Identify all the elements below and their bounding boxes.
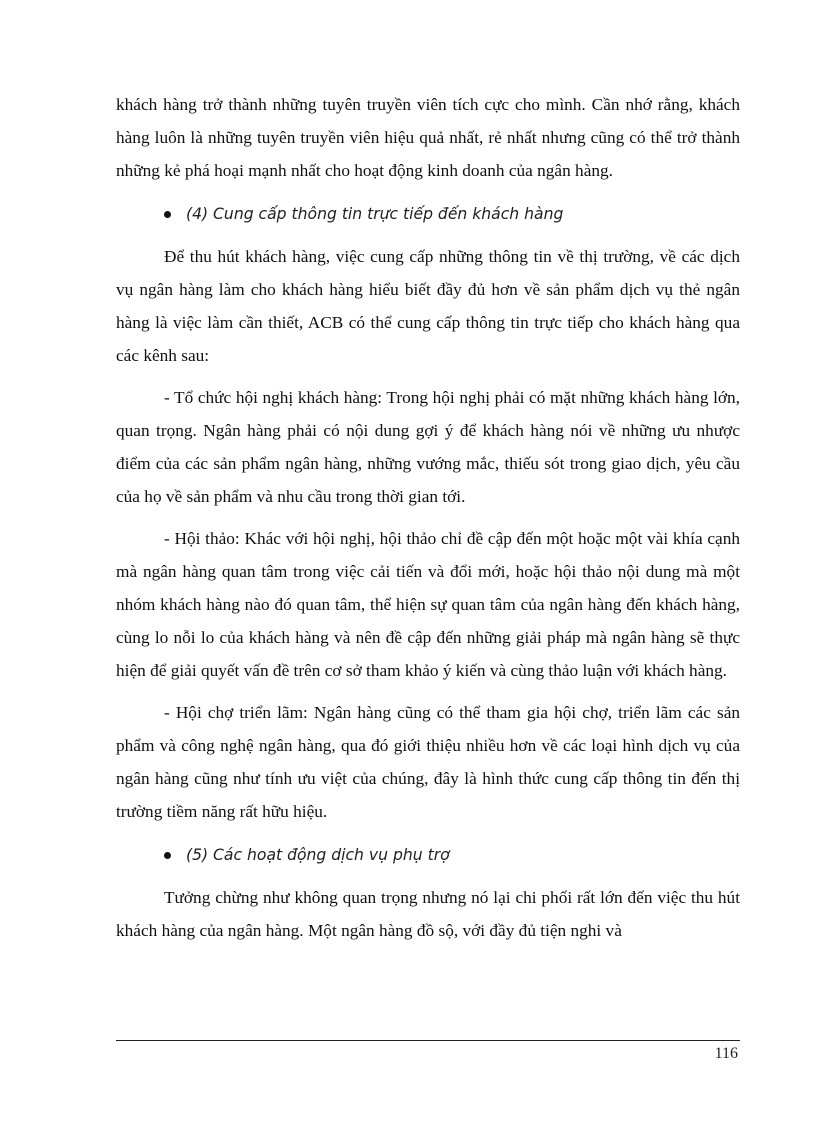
section-4-item-fair: - Hội chợ triển lãm: Ngân hàng cũng có thể tham gia hội chợ, triển lãm các sản phẩm và công nghệ ngân hàng, qua đó giới thiệu nhiều hơn về các loại hình dịch vụ của ngân hàng cũng như tính ưu việt của chúng, đây là hình thức cung cấp thông tin đến thị trường tiềm năng rất hữu hiệu.	[116, 703, 740, 821]
section-4-item-conference: - Tổ chức hội nghị khách hàng: Trong hội nghị phải có mặt những khách hàng lớn, quan trọng. Ngân hàng phải có nội dung gợi ý để khách hàng nói về những ưu nhược điểm của các sản phẩm ngân hàng, những vướng mắc, thiếu sót trong giao dịch, yêu cầu của họ về sản phẩm và nhu cầu trong thời gian tới.	[116, 388, 740, 506]
section-5-intro: Tưởng chừng như không quan trọng nhưng nó lại chi phối rất lớn đến việc thu hút khách hàng của ngân hàng. Một ngân hàng đồ sộ, với đầy đủ tiện nghi và	[116, 888, 740, 940]
section-4-heading-text: (4) Cung cấp thông tin trực tiếp đến khách hàng	[186, 205, 564, 223]
section-5-heading	[116, 839, 740, 872]
paragraph-continuation: khách hàng trở thành những tuyên truyền viên tích cực cho mình. Cần nhớ rằng, khách hàng luôn là những tuyên truyền viên hiệu quả nhất, rẻ nhất nhưng cũng có thể trở thành những kẻ phá hoại mạnh nhất cho hoạt động kinh doanh của ngân hàng.	[116, 95, 740, 180]
section-4-heading	[116, 198, 740, 231]
footer-divider	[116, 1040, 740, 1041]
section-4-item-seminar: - Hội thảo: Khác với hội nghị, hội thảo chỉ đề cập đến một hoặc một vài khía cạnh mà ngân hàng quan tâm trong việc cải tiến và đổi mới, hoặc hội thảo nội dung mà một nhóm khách hàng nào đó quan tâm, thể hiện sự quan tâm của ngân hàng đến khách hàng, cùng lo nỗi lo của khách hàng và nên đề cập đến những giải pháp mà ngân hàng sẽ thực hiện để giải quyết vấn đề trên cơ sở tham khảo ý kiến và cùng thảo luận với khách hàng.	[116, 529, 740, 680]
section-4-intro: Để thu hút khách hàng, việc cung cấp những thông tin về thị trường, về các dịch vụ ngân hàng làm cho khách hàng hiểu biết đầy đủ hơn về sản phẩm dịch vụ thẻ ngân hàng là việc làm cần thiết, ACB có thể cung cấp thông tin trực tiếp cho khách hàng qua các kênh sau:	[116, 247, 740, 365]
section-5-heading-text: (5) Các hoạt động dịch vụ phụ trợ	[186, 846, 450, 864]
bullet-dot-icon	[164, 852, 171, 859]
page-number: 116	[714, 1045, 738, 1062]
bullet-dot-icon	[164, 211, 171, 218]
page-body	[116, 88, 740, 947]
